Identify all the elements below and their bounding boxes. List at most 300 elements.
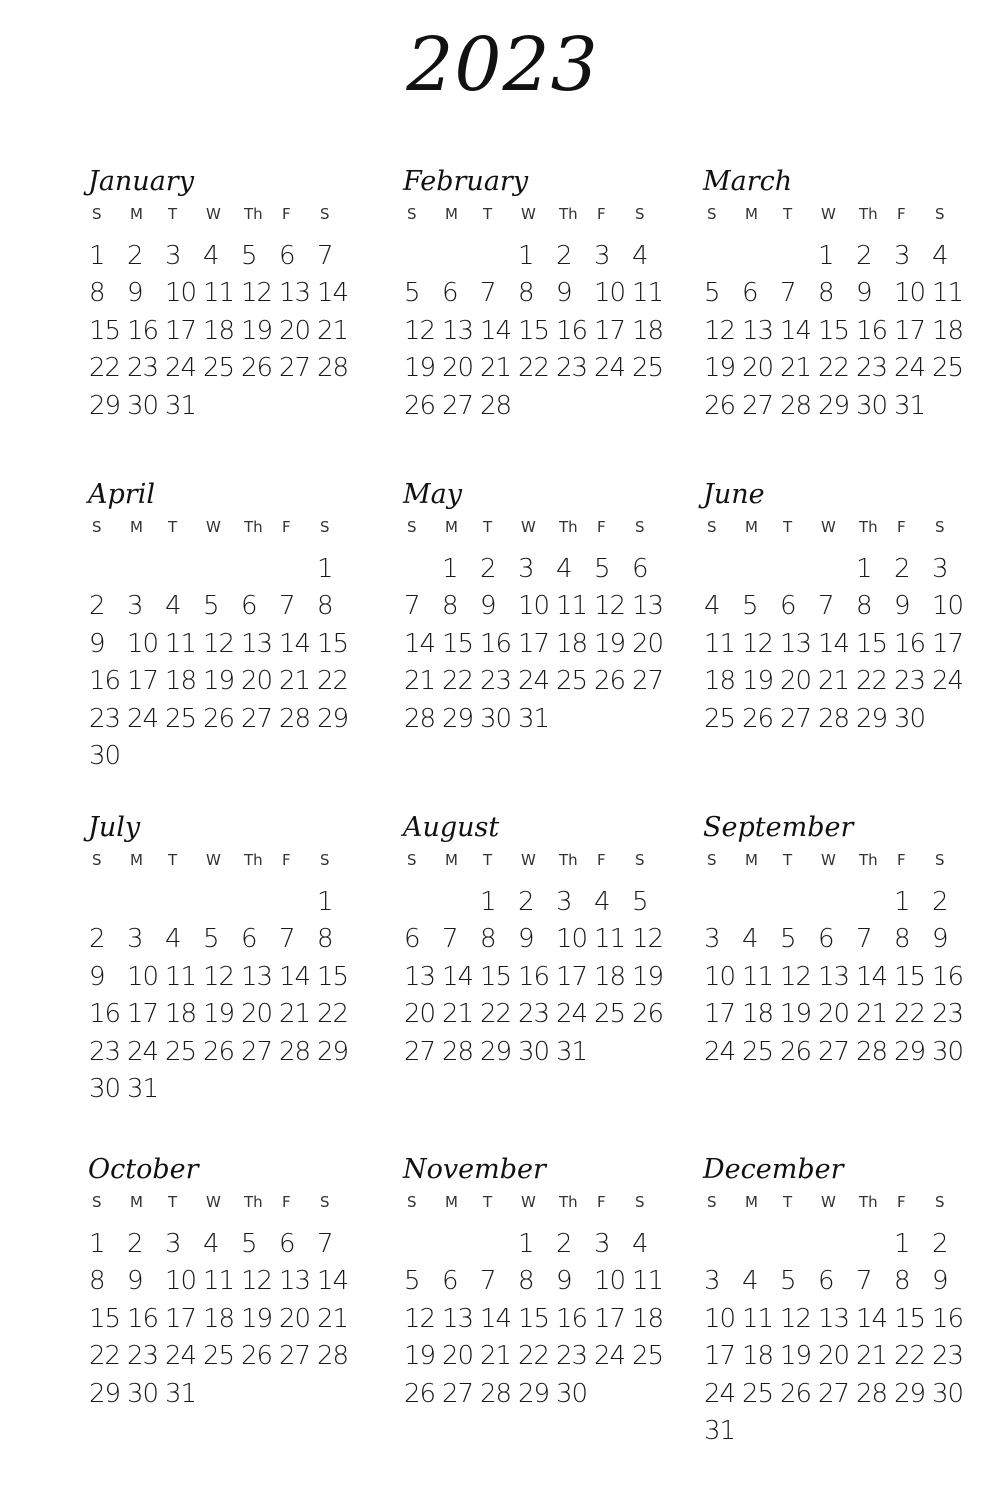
- day-cell: 16: [856, 315, 888, 346]
- day-cell: 21: [279, 666, 311, 696]
- day-cell: 12: [404, 315, 436, 346]
- day-cell: 25: [632, 1341, 664, 1371]
- weekday-label: S: [935, 518, 945, 536]
- day-cell: 11: [594, 924, 626, 954]
- day-cell: 30: [932, 1036, 964, 1067]
- day-cell: 27: [632, 666, 664, 696]
- day-cell: 1: [89, 240, 105, 271]
- day-cell: 11: [632, 278, 664, 308]
- day-cell: 22: [518, 1341, 550, 1371]
- day-cell: 4: [594, 886, 610, 917]
- weekday-label: Th: [244, 851, 263, 869]
- day-cell: 28: [317, 353, 349, 383]
- day-cell: 25: [742, 1036, 774, 1067]
- month-name: January: [88, 166, 194, 197]
- day-cell: 18: [632, 315, 664, 346]
- day-cell: 27: [279, 353, 311, 383]
- weekday-label: S: [635, 1193, 645, 1211]
- day-cell: 13: [241, 628, 273, 659]
- day-cell: 9: [556, 278, 572, 308]
- day-cell: 28: [317, 1341, 349, 1371]
- day-cell: 26: [404, 390, 436, 421]
- day-cell: 30: [89, 1074, 121, 1104]
- day-cell: 21: [317, 1303, 349, 1334]
- day-cell: 24: [127, 703, 159, 734]
- day-cell: 10: [704, 961, 736, 992]
- month-name: December: [703, 1154, 844, 1185]
- day-cell: 13: [632, 591, 664, 621]
- day-cell: 24: [704, 1378, 736, 1409]
- weekday-label: S: [707, 518, 717, 536]
- day-cell: 11: [165, 628, 197, 659]
- day-cell: 15: [518, 1303, 550, 1334]
- day-cell: 29: [894, 1036, 926, 1067]
- day-cell: 16: [127, 1303, 159, 1334]
- day-cell: 16: [556, 315, 588, 346]
- day-cell: 14: [317, 278, 349, 308]
- weekday-label: M: [130, 851, 143, 869]
- empty-cell: [703, 551, 741, 589]
- day-cell: 27: [442, 390, 474, 421]
- day-cell: 18: [556, 628, 588, 659]
- day-cell: 1: [856, 553, 872, 584]
- day-cell: 18: [594, 961, 626, 992]
- empty-cell: [441, 238, 479, 276]
- day-cell: 9: [932, 1266, 948, 1296]
- day-cell: 21: [442, 999, 474, 1029]
- day-cell: 27: [279, 1341, 311, 1371]
- day-cell: 8: [894, 1266, 910, 1296]
- weekday-label: M: [745, 1193, 758, 1211]
- day-cell: 29: [317, 1036, 349, 1067]
- day-cell: 20: [632, 628, 664, 659]
- day-cell: 29: [818, 390, 850, 421]
- day-cell: 10: [932, 591, 964, 621]
- day-cell: 19: [241, 315, 273, 346]
- day-cell: 19: [241, 1303, 273, 1334]
- day-cell: 23: [856, 353, 888, 383]
- weekday-label: S: [92, 851, 102, 869]
- day-cell: 8: [442, 591, 458, 621]
- empty-cell: [278, 551, 316, 589]
- day-cell: 25: [632, 353, 664, 383]
- day-cell: 15: [894, 961, 926, 992]
- day-cell: 27: [818, 1378, 850, 1409]
- month-days-grid: [703, 200, 969, 425]
- day-cell: 22: [89, 1341, 121, 1371]
- day-cell: 4: [165, 591, 181, 621]
- day-cell: 1: [518, 240, 534, 271]
- day-cell: 21: [818, 666, 850, 696]
- empty-cell: [703, 238, 741, 276]
- month-name: October: [88, 1154, 199, 1185]
- empty-cell: [779, 551, 817, 589]
- day-cell: 25: [556, 666, 588, 696]
- month-name: February: [403, 166, 529, 197]
- day-cell: 12: [742, 628, 774, 659]
- weekday-label: W: [521, 851, 536, 869]
- day-cell: 22: [818, 353, 850, 383]
- day-cell: 31: [556, 1036, 588, 1067]
- empty-cell: [403, 884, 441, 922]
- day-cell: 10: [894, 278, 926, 308]
- day-cell: 2: [480, 553, 496, 584]
- day-cell: 26: [241, 353, 273, 383]
- day-cell: 7: [818, 591, 834, 621]
- day-cell: 1: [818, 240, 834, 271]
- day-cell: 23: [89, 703, 121, 734]
- day-cell: 9: [932, 924, 948, 954]
- day-cell: 7: [279, 924, 295, 954]
- day-cell: 6: [279, 240, 295, 271]
- weekday-label: Th: [559, 205, 578, 223]
- day-cell: 6: [241, 591, 257, 621]
- day-cell: 2: [89, 591, 105, 621]
- day-cell: 24: [704, 1036, 736, 1067]
- day-cell: 4: [704, 591, 720, 621]
- empty-cell: [164, 884, 202, 922]
- day-cell: 28: [279, 1036, 311, 1067]
- month-name: March: [703, 166, 793, 197]
- day-cell: 13: [780, 628, 812, 659]
- day-cell: 12: [704, 315, 736, 346]
- day-cell: 5: [594, 553, 610, 584]
- day-cell: 2: [89, 924, 105, 954]
- day-cell: 16: [932, 1303, 964, 1334]
- day-cell: 21: [279, 999, 311, 1029]
- day-cell: 17: [704, 1341, 736, 1371]
- weekday-label: Th: [244, 518, 263, 536]
- weekday-label: Th: [859, 851, 878, 869]
- day-cell: 19: [704, 353, 736, 383]
- day-cell: 8: [856, 591, 872, 621]
- day-cell: 8: [894, 924, 910, 954]
- day-cell: 24: [594, 353, 626, 383]
- day-cell: 30: [89, 741, 121, 771]
- day-cell: 31: [704, 1416, 736, 1446]
- weekday-label: F: [597, 851, 606, 869]
- day-cell: 20: [442, 1341, 474, 1371]
- day-cell: 21: [856, 999, 888, 1029]
- day-cell: 18: [165, 999, 197, 1029]
- day-cell: 23: [932, 999, 964, 1029]
- day-cell: 12: [241, 1266, 273, 1296]
- empty-cell: [403, 551, 441, 589]
- weekday-label: W: [521, 518, 536, 536]
- day-cell: 22: [442, 666, 474, 696]
- weekday-label: S: [707, 1193, 717, 1211]
- weekday-label: T: [783, 851, 793, 869]
- day-cell: 23: [518, 999, 550, 1029]
- day-cell: 8: [317, 591, 333, 621]
- day-cell: 25: [742, 1378, 774, 1409]
- day-cell: 19: [203, 999, 235, 1029]
- day-cell: 6: [442, 278, 458, 308]
- month-days-grid: [88, 846, 354, 1109]
- empty-cell: [202, 884, 240, 922]
- day-cell: 7: [856, 1266, 872, 1296]
- day-cell: 12: [594, 591, 626, 621]
- day-cell: 27: [241, 1036, 273, 1067]
- day-cell: 23: [480, 666, 512, 696]
- day-cell: 28: [442, 1036, 474, 1067]
- empty-cell: [741, 1226, 779, 1264]
- day-cell: 17: [518, 628, 550, 659]
- day-cell: 3: [704, 924, 720, 954]
- day-cell: 25: [594, 999, 626, 1029]
- weekday-label: T: [783, 205, 793, 223]
- day-cell: 23: [127, 1341, 159, 1371]
- day-cell: 23: [556, 353, 588, 383]
- month-days-grid: [703, 1188, 969, 1451]
- day-cell: 26: [704, 390, 736, 421]
- day-cell: 7: [480, 1266, 496, 1296]
- day-cell: 10: [594, 278, 626, 308]
- day-cell: 14: [856, 961, 888, 992]
- weekday-label: M: [745, 205, 758, 223]
- day-cell: 18: [742, 1341, 774, 1371]
- day-cell: 30: [127, 390, 159, 421]
- weekday-label: T: [483, 1193, 493, 1211]
- day-cell: 15: [818, 315, 850, 346]
- weekday-label: M: [445, 1193, 458, 1211]
- day-cell: 3: [594, 1228, 610, 1259]
- day-cell: 27: [818, 1036, 850, 1067]
- day-cell: 2: [932, 1228, 948, 1259]
- day-cell: 24: [518, 666, 550, 696]
- day-cell: 27: [742, 390, 774, 421]
- day-cell: 4: [203, 1228, 219, 1259]
- day-cell: 3: [165, 1228, 181, 1259]
- day-cell: 12: [780, 961, 812, 992]
- day-cell: 10: [518, 591, 550, 621]
- empty-cell: [240, 884, 278, 922]
- weekday-label: T: [483, 205, 493, 223]
- day-cell: 15: [317, 628, 349, 659]
- day-cell: 21: [480, 353, 512, 383]
- day-cell: 29: [442, 703, 474, 734]
- day-cell: 28: [480, 1378, 512, 1409]
- day-cell: 18: [704, 666, 736, 696]
- weekday-label: S: [407, 205, 417, 223]
- day-cell: 16: [127, 315, 159, 346]
- day-cell: 7: [317, 240, 333, 271]
- weekday-label: M: [130, 518, 143, 536]
- empty-cell: [88, 884, 126, 922]
- empty-cell: [202, 551, 240, 589]
- day-cell: 7: [480, 278, 496, 308]
- day-cell: 8: [518, 1266, 534, 1296]
- day-cell: 5: [241, 1228, 257, 1259]
- day-cell: 1: [894, 1228, 910, 1259]
- day-cell: 15: [89, 1303, 121, 1334]
- weekday-label: M: [445, 205, 458, 223]
- day-cell: 30: [518, 1036, 550, 1067]
- day-cell: 5: [203, 591, 219, 621]
- month-name: September: [703, 812, 854, 843]
- weekday-label: F: [897, 518, 906, 536]
- weekday-label: S: [320, 851, 330, 869]
- day-cell: 16: [894, 628, 926, 659]
- day-cell: 20: [818, 999, 850, 1029]
- weekday-label: M: [745, 851, 758, 869]
- weekday-label: S: [707, 851, 717, 869]
- day-cell: 13: [442, 1303, 474, 1334]
- weekday-label: Th: [859, 1193, 878, 1211]
- weekday-label: Th: [559, 851, 578, 869]
- day-cell: 28: [279, 703, 311, 734]
- weekday-label: F: [597, 1193, 606, 1211]
- weekday-label: S: [707, 205, 717, 223]
- day-cell: 12: [241, 278, 273, 308]
- day-cell: 5: [780, 1266, 796, 1296]
- day-cell: 11: [203, 1266, 235, 1296]
- day-cell: 7: [856, 924, 872, 954]
- day-cell: 21: [480, 1341, 512, 1371]
- day-cell: 9: [856, 278, 872, 308]
- weekday-label: T: [483, 851, 493, 869]
- day-cell: 11: [932, 278, 964, 308]
- day-cell: 13: [241, 961, 273, 992]
- day-cell: 3: [894, 240, 910, 271]
- empty-cell: [855, 1226, 893, 1264]
- day-cell: 3: [594, 240, 610, 271]
- weekday-label: M: [130, 1193, 143, 1211]
- day-cell: 6: [404, 924, 420, 954]
- day-cell: 12: [203, 961, 235, 992]
- weekday-label: M: [130, 205, 143, 223]
- day-cell: 24: [165, 1341, 197, 1371]
- day-cell: 9: [518, 924, 534, 954]
- day-cell: 18: [203, 1303, 235, 1334]
- empty-cell: [779, 884, 817, 922]
- empty-cell: [855, 884, 893, 922]
- day-cell: 13: [279, 1266, 311, 1296]
- day-cell: 2: [127, 1228, 143, 1259]
- weekday-label: S: [935, 1193, 945, 1211]
- month-name: April: [88, 479, 155, 510]
- weekday-label: W: [206, 205, 221, 223]
- day-cell: 12: [780, 1303, 812, 1334]
- weekday-label: W: [521, 1193, 536, 1211]
- day-cell: 25: [165, 703, 197, 734]
- weekday-label: Th: [244, 205, 263, 223]
- day-cell: 14: [480, 1303, 512, 1334]
- weekday-label: S: [935, 851, 945, 869]
- day-cell: 11: [742, 1303, 774, 1334]
- day-cell: 20: [742, 353, 774, 383]
- day-cell: 26: [742, 703, 774, 734]
- day-cell: 28: [780, 390, 812, 421]
- day-cell: 11: [203, 278, 235, 308]
- day-cell: 2: [856, 240, 872, 271]
- empty-cell: [164, 551, 202, 589]
- weekday-label: W: [521, 205, 536, 223]
- day-cell: 13: [818, 961, 850, 992]
- day-cell: 28: [480, 390, 512, 421]
- day-cell: 3: [932, 553, 948, 584]
- day-cell: 19: [632, 961, 664, 992]
- empty-cell: [240, 551, 278, 589]
- day-cell: 6: [241, 924, 257, 954]
- month-name: November: [403, 1154, 546, 1185]
- day-cell: 12: [632, 924, 664, 954]
- weekday-label: F: [282, 851, 291, 869]
- weekday-label: W: [206, 851, 221, 869]
- day-cell: 6: [632, 553, 648, 584]
- day-cell: 4: [932, 240, 948, 271]
- day-cell: 17: [165, 315, 197, 346]
- day-cell: 14: [480, 315, 512, 346]
- day-cell: 2: [556, 240, 572, 271]
- empty-cell: [817, 884, 855, 922]
- month-days-grid: [403, 200, 669, 425]
- day-cell: 25: [203, 1341, 235, 1371]
- weekday-label: S: [92, 518, 102, 536]
- weekday-label: Th: [859, 518, 878, 536]
- day-cell: 4: [742, 924, 758, 954]
- day-cell: 16: [518, 961, 550, 992]
- day-cell: 5: [704, 278, 720, 308]
- empty-cell: [403, 238, 441, 276]
- weekday-label: W: [821, 1193, 836, 1211]
- month-days-grid: [403, 513, 669, 738]
- weekday-label: T: [168, 851, 178, 869]
- day-cell: 20: [404, 999, 436, 1029]
- empty-cell: [479, 1226, 517, 1264]
- day-cell: 11: [632, 1266, 664, 1296]
- day-cell: 29: [894, 1378, 926, 1409]
- empty-cell: [703, 884, 741, 922]
- day-cell: 16: [89, 999, 121, 1029]
- day-cell: 17: [932, 628, 964, 659]
- day-cell: 1: [317, 886, 333, 917]
- month-days-grid: [403, 1188, 669, 1413]
- day-cell: 18: [932, 315, 964, 346]
- day-cell: 26: [203, 1036, 235, 1067]
- day-cell: 26: [780, 1378, 812, 1409]
- day-cell: 16: [556, 1303, 588, 1334]
- day-cell: 3: [518, 553, 534, 584]
- day-cell: 4: [632, 240, 648, 271]
- day-cell: 5: [203, 924, 219, 954]
- day-cell: 28: [856, 1378, 888, 1409]
- day-cell: 31: [518, 703, 550, 734]
- empty-cell: [817, 1226, 855, 1264]
- day-cell: 11: [742, 961, 774, 992]
- day-cell: 1: [518, 1228, 534, 1259]
- day-cell: 25: [165, 1036, 197, 1067]
- day-cell: 22: [317, 666, 349, 696]
- day-cell: 22: [856, 666, 888, 696]
- day-cell: 28: [856, 1036, 888, 1067]
- day-cell: 6: [818, 924, 834, 954]
- day-cell: 17: [127, 666, 159, 696]
- month-name: July: [88, 812, 141, 843]
- day-cell: 1: [317, 553, 333, 584]
- day-cell: 19: [742, 666, 774, 696]
- weekday-label: S: [320, 205, 330, 223]
- day-cell: 4: [556, 553, 572, 584]
- day-cell: 30: [856, 390, 888, 421]
- day-cell: 22: [518, 353, 550, 383]
- day-cell: 31: [894, 390, 926, 421]
- day-cell: 19: [203, 666, 235, 696]
- day-cell: 30: [932, 1378, 964, 1409]
- month-name: June: [703, 479, 765, 510]
- day-cell: 13: [279, 278, 311, 308]
- day-cell: 27: [780, 703, 812, 734]
